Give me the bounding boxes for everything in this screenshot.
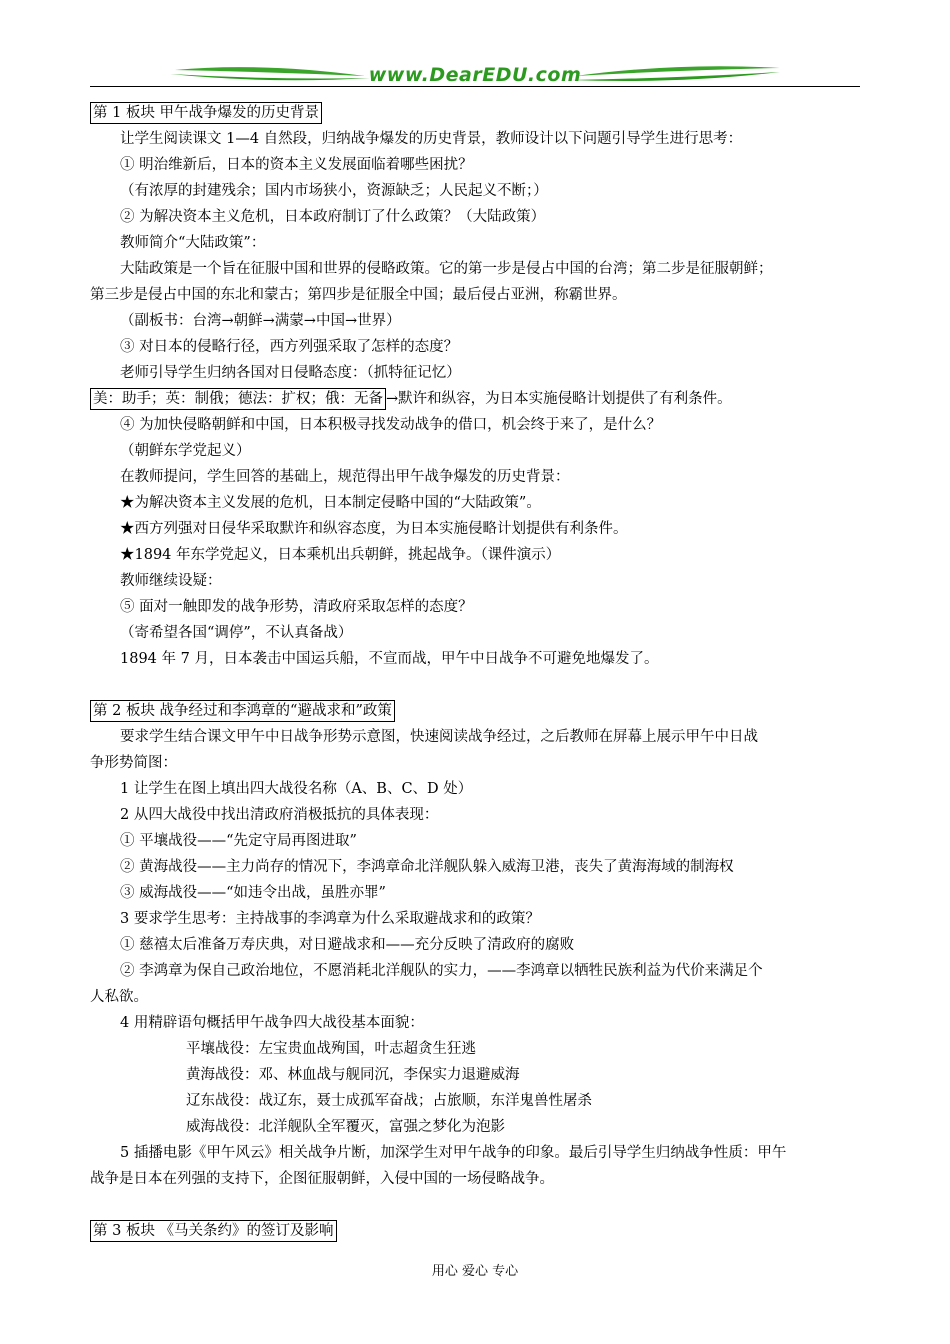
section-2-title: 第 2 板块 战争经过和李鸿章的“避战求和”政策 bbox=[90, 700, 395, 722]
site-logo: www.DearEDU.com bbox=[368, 64, 582, 86]
battle-summary: 平壤战役：左宝贵血战殉国，叶志超贪生狂逃 bbox=[186, 1041, 476, 1057]
list-item: ② 黄海战役——主力尚存的情况下，李鸿章命北洋舰队躲入威海卫港，丧失了黄海海域的制海权 bbox=[120, 859, 734, 875]
paragraph: 老师引导学生归纳各国对日侵略态度：（抓特征记忆） bbox=[120, 365, 461, 381]
paragraph: 在教师提问，学生回答的基础上，规范得出甲午战争爆发的历史背景： bbox=[120, 469, 570, 485]
list-item: 4 用精辟语句概括甲午战争四大战役基本面貌： bbox=[120, 1015, 424, 1031]
attitude-line bbox=[90, 386, 862, 412]
paragraph: 第三步是侵占中国的东北和蒙古；第四步是征服全中国；最后侵占亚洲，称霸世界。 bbox=[90, 287, 627, 303]
list-item: ① 慈禧太后准备万寿庆典，对日避战求和——充分反映了清政府的腐败 bbox=[120, 937, 575, 953]
document-body bbox=[90, 100, 862, 1244]
question: ⑤ 面对一触即发的战争形势，清政府采取怎样的态度？ bbox=[120, 599, 473, 615]
attitude-conclusion: →默许和纵容，为日本实施侵略计划提供了有利条件。 bbox=[386, 391, 732, 407]
attitude-summary: 美：助手；英：制俄；德法：扩权；俄：无备 bbox=[90, 388, 386, 410]
battle-summary: 辽东战役：战辽东，聂士成孤军奋战；占旅顺，东洋鬼兽性屠杀 bbox=[186, 1093, 592, 1109]
list-item: 人私欲。 bbox=[90, 989, 148, 1005]
answer: （有浓厚的封建残余；国内市场狭小，资源缺乏；人民起义不断；） bbox=[120, 183, 548, 199]
section-1-title: 第 1 板块 甲午战争爆发的历史背景 bbox=[90, 102, 322, 124]
list-item: 2 从四大战役中找出清政府消极抵抗的具体表现： bbox=[120, 807, 439, 823]
list-item: 1 让学生在图上填出四大战役名称（A、B、C、D 处） bbox=[120, 781, 473, 797]
question: ② 为解决资本主义危机，日本政府制订了什么政策？（大陆政策） bbox=[120, 209, 546, 225]
list-item: 战争是日本在列强的支持下，企图征服朝鲜，入侵中国的一场侵略战争。 bbox=[90, 1171, 554, 1187]
bullet-point: ★西方列强对日侵华采取默许和纵容态度，为日本实施侵略计划提供有利条件。 bbox=[120, 521, 628, 537]
answer: （朝鲜东学党起义） bbox=[120, 443, 251, 459]
list-item: 3 要求学生思考：主持战事的李鸿章为什么采取避战求和的政策？ bbox=[120, 911, 540, 927]
paragraph: 争形势简图： bbox=[90, 755, 177, 771]
answer: （寄希望各国“调停”，不认真备战） bbox=[120, 625, 353, 641]
list-item: ③ 威海战役——“如违令出战，虽胜亦罪” bbox=[120, 885, 386, 901]
list-item: ② 李鸿章为保自己政治地位，不愿消耗北洋舰队的实力，——李鸿章以牺牲民族利益为代价来满足个 bbox=[120, 963, 763, 979]
bullet-point: ★1894 年东学党起义，日本乘机出兵朝鲜，挑起战争。（课件演示） bbox=[120, 547, 561, 563]
question: ③ 对日本的侵略行径，西方列强采取了怎样的态度？ bbox=[120, 339, 459, 355]
paragraph: 大陆政策是一个旨在征服中国和世界的侵略政策。它的第一步是侵占中国的台湾；第二步是征服朝鲜； bbox=[120, 261, 773, 277]
paragraph: 教师继续设疑： bbox=[120, 573, 222, 589]
list-item: ① 平壤战役——“先定守局再图进取” bbox=[120, 833, 357, 849]
paragraph: 1894 年 7 月，日本袭击中国运兵船，不宣而战，甲午中日战争不可避免地爆发了。 bbox=[120, 651, 659, 667]
paragraph: 教师简介“大陆政策”： bbox=[120, 235, 266, 251]
question: ① 明治维新后，日本的资本主义发展面临着哪些困扰？ bbox=[120, 157, 473, 173]
page-footer: 用心 爱心 专心 bbox=[431, 1264, 519, 1279]
list-item: 5 插播电影《甲午风云》相关战争片断，加深学生对甲午战争的印象。最后引导学生归纳战争性质：甲午 bbox=[120, 1145, 787, 1161]
board-note: （副板书：台湾→朝鲜→满蒙→中国→世界） bbox=[120, 313, 401, 329]
bullet-point: ★为解决资本主义发展的危机，日本制定侵略中国的“大陆政策”。 bbox=[120, 495, 541, 511]
paragraph: 要求学生结合课文甲午中日战争形势示意图，快速阅读战争经过，之后教师在屏幕上展示甲午中日战 bbox=[120, 729, 758, 745]
section-3-title: 第 3 板块 《马关条约》的签订及影响 bbox=[90, 1220, 337, 1242]
battle-summary: 黄海战役：邓、林血战与舰同沉，李保实力退避威海 bbox=[186, 1067, 520, 1083]
header-divider bbox=[90, 86, 860, 87]
battle-summary: 威海战役：北洋舰队全军覆灭，富强之梦化为泡影 bbox=[186, 1119, 505, 1135]
paragraph: 让学生阅读课文 1—4 自然段，归纳战争爆发的历史背景，教师设计以下问题引导学生进行思考： bbox=[120, 131, 743, 147]
question: ④ 为加快侵略朝鲜和中国，日本积极寻找发动战争的借口，机会终于来了，是什么？ bbox=[120, 417, 662, 433]
